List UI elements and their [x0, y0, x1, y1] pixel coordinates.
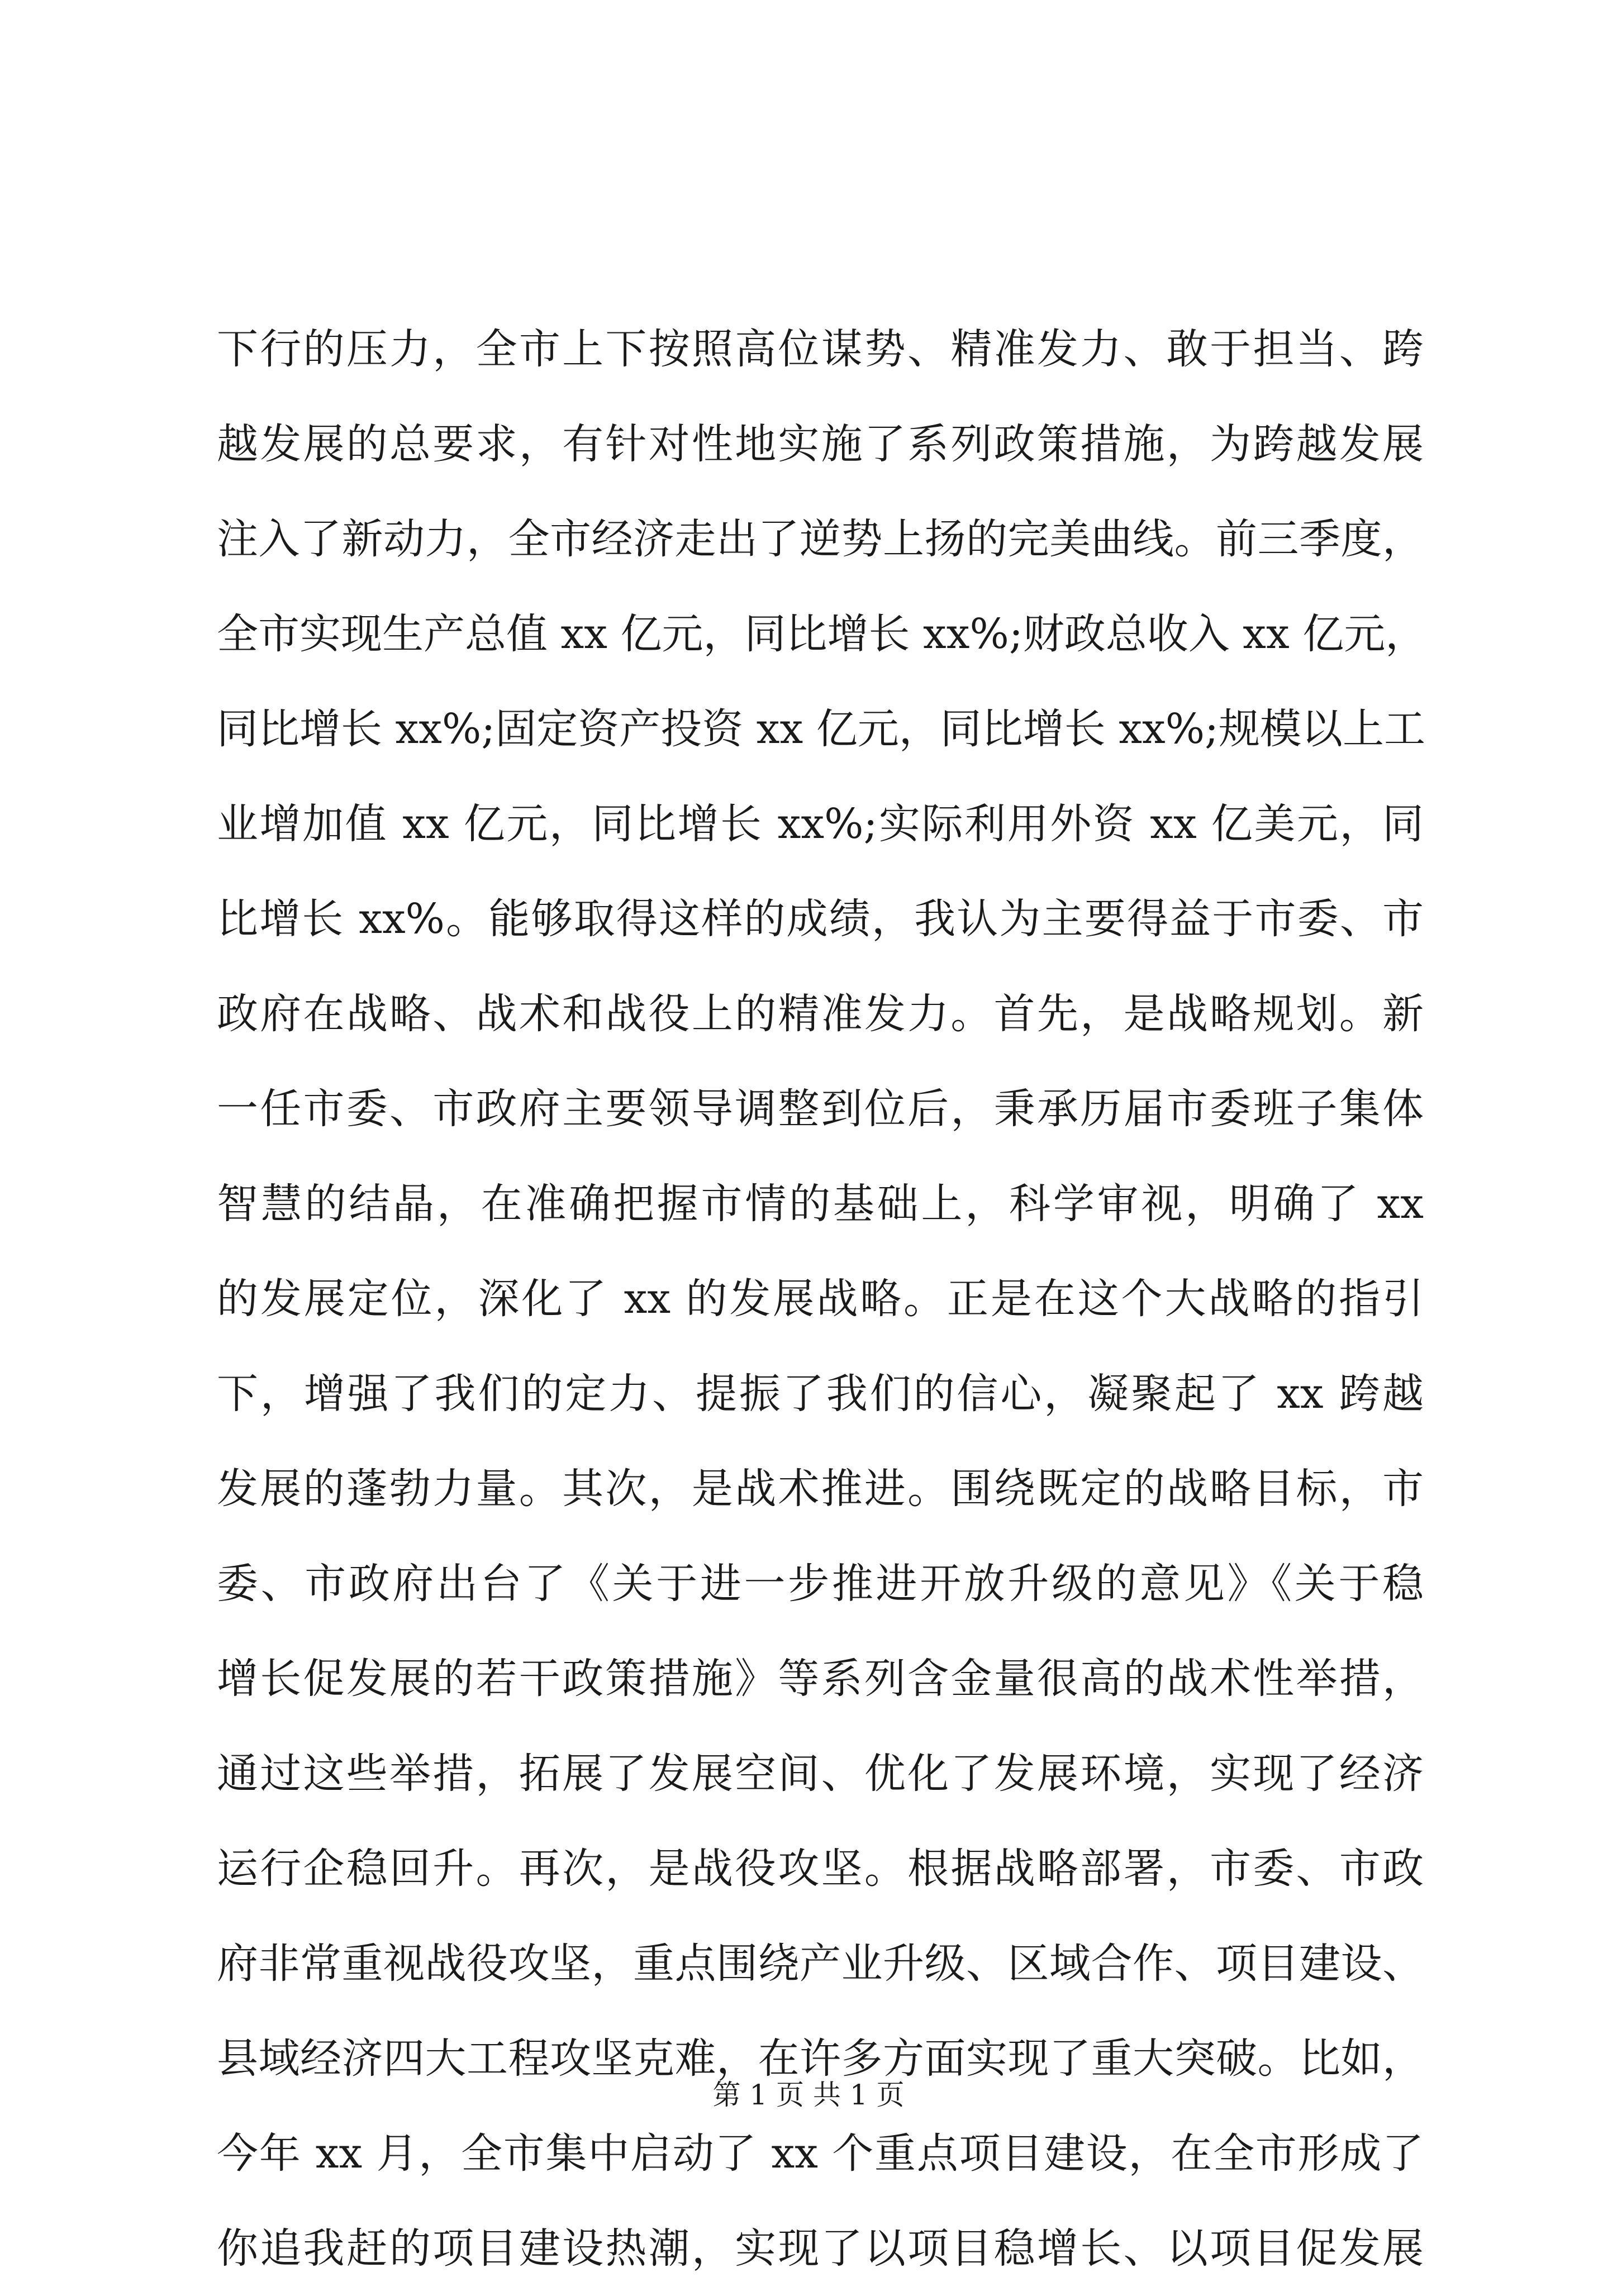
- text-line-6: 业增加值 xx 亿元，同比增长 xx%;实际利用外资 xx 亿美元，同: [217, 800, 1424, 848]
- text-line-15: 增长促发展的若干政策措施》等系列含金量很高的战术性举措，: [217, 1655, 1424, 1703]
- text-line-3: 注入了新动力，全市经济走出了逆势上扬的完美曲线。前三季度，: [217, 515, 1424, 563]
- text-line-9: 一任市委、市政府主要领导调整到位后，秉承历届市委班子集体: [217, 1085, 1424, 1133]
- text-line-17: 运行企稳回升。再次，是战役攻坚。根据战略部署，市委、市政: [217, 1845, 1424, 1893]
- page-footer: 第 1 页 共 1 页: [712, 2079, 905, 2111]
- text-line-10: 智慧的结晶，在准确把握市情的基础上，科学审视，明确了 xx: [217, 1180, 1424, 1228]
- text-line-12: 下，增强了我们的定力、提振了我们的信心，凝聚起了 xx 跨越: [217, 1370, 1424, 1418]
- text-line-1: 下行的压力，全市上下按照高位谋势、精准发力、敢于担当、跨: [217, 325, 1424, 373]
- text-line-20: 今年 xx 月，全市集中启动了 xx 个重点项目建设，在全市形成了: [217, 2130, 1424, 2178]
- text-line-13: 发展的蓬勃力量。其次，是战术推进。围绕既定的战略目标，市: [217, 1465, 1424, 1513]
- text-line-7: 比增长 xx%。能够取得这样的成绩，我认为主要得益于市委、市: [217, 895, 1424, 943]
- body-text: [217, 302, 1427, 2296]
- text-line-4: 全市实现生产总值 xx 亿元，同比增长 xx%;财政总收入 xx 亿元，: [217, 610, 1427, 658]
- text-line-2: 越发展的总要求，有针对性地实施了系列政策措施，为跨越发展: [217, 420, 1424, 468]
- text-line-19: 县域经济四大工程攻坚克难，在许多方面实现了重大突破。比如，: [217, 2035, 1424, 2083]
- text-line-18: 府非常重视战役攻坚，重点围绕产业升级、区域合作、项目建设、: [217, 1940, 1424, 1988]
- text-line-11: 的发展定位，深化了 xx 的发展战略。正是在这个大战略的指引: [217, 1275, 1424, 1323]
- text-line-16: 通过这些举措，拓展了发展空间、优化了发展环境，实现了经济: [217, 1750, 1424, 1798]
- text-line-5: 同比增长 xx%;固定资产投资 xx 亿元，同比增长 xx%;规模以上工: [217, 705, 1425, 753]
- text-line-14: 委、市政府出台了《关于进一步推进开放升级的意见》《关于稳: [217, 1560, 1424, 1608]
- text-line-21: 你追我赶的项目建设热潮，实现了以项目稳增长、以项目促发展: [217, 2224, 1424, 2273]
- text-line-8: 政府在战略、战术和战役上的精准发力。首先，是战略规划。新: [217, 990, 1424, 1038]
